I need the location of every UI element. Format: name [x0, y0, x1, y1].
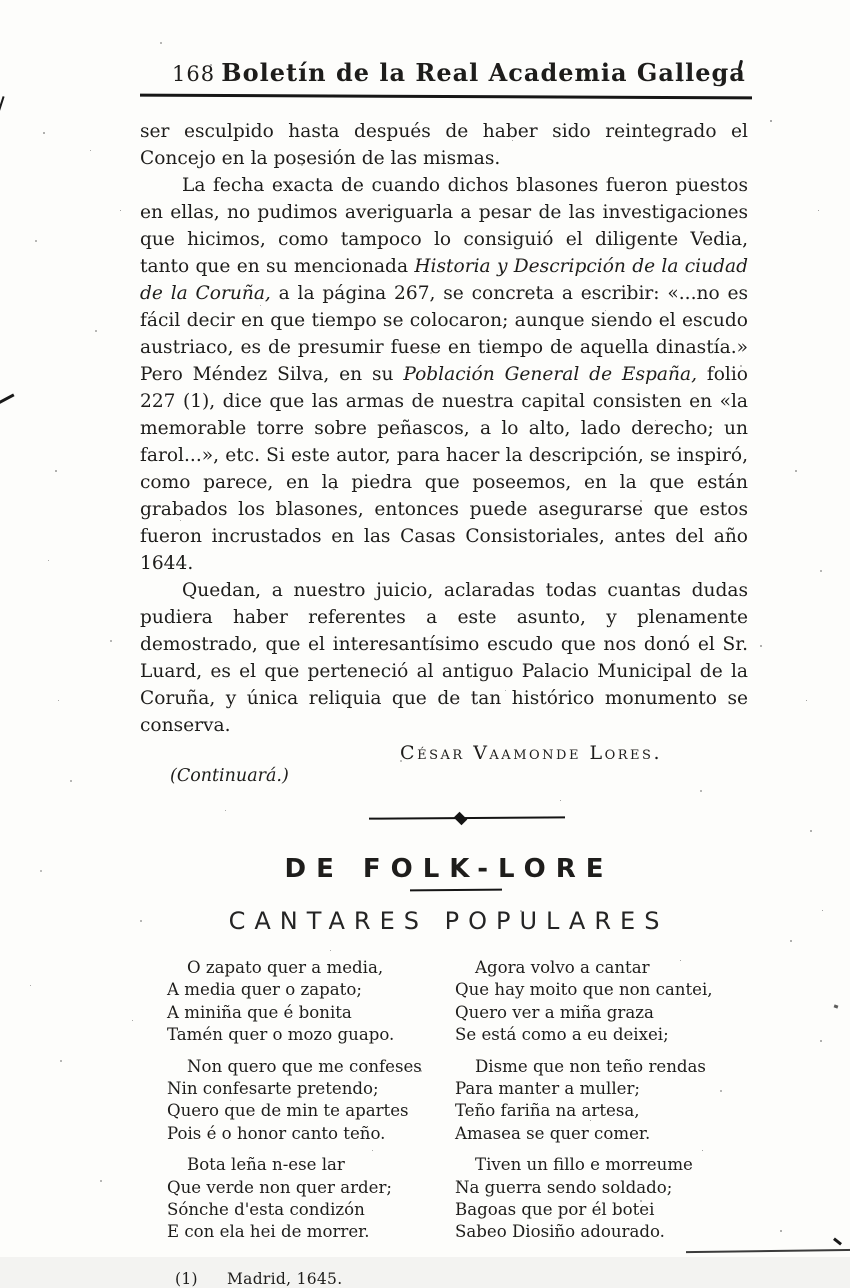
verse-line: Quero ver a miña graza: [455, 1002, 654, 1022]
verse-line: Non quero que me confeses: [187, 1056, 422, 1076]
stanza: [455, 1154, 735, 1244]
footnote: [140, 1270, 748, 1288]
verse-line: O zapato quer a media,: [187, 958, 384, 977]
scan-artifact: [0, 96, 5, 113]
verse-line: Que verde non quer arder;: [167, 1177, 392, 1197]
paragraph: [140, 577, 748, 739]
paragraph-text: folio 227 (1), dice que las armas de nuestra capital consisten en «la memorable torre sobre peñascos, a lo alto, lado derecho; un farol...», etc. Si este autor, para hacer la descripción, se inspiró, como parece, en la piedra que poseemos, en la que están grabados los blasones, entonces puede asegurarse que estos fueron incrustados en las Casas Consistoriales, antes del año 1644.: [140, 364, 748, 574]
stanza: [455, 957, 735, 1047]
verse-line: Sónche d'esta condizón: [167, 1200, 365, 1220]
paragraph: [140, 118, 748, 172]
footnote-text: Madrid, 1645.: [227, 1269, 343, 1288]
scan-noise: [0, 0, 1, 1]
verse-line: Quero que de min te apartes: [167, 1101, 409, 1121]
verse-line: A miniña que é bonita: [167, 1002, 352, 1022]
section-title-underline: [410, 889, 502, 892]
paragraph-text: ser esculpido hasta después de haber sido reintegrado el Concejo en la posesión de las mismas.: [140, 121, 748, 169]
verse-line: Amasea se quer comer.: [455, 1123, 651, 1143]
verse-line: Se está como a eu deixei;: [455, 1025, 669, 1045]
verse-column-left: [167, 957, 435, 1253]
page-number: 168: [172, 62, 216, 86]
scan-artifact: [834, 1004, 839, 1008]
stanza: [167, 957, 435, 1047]
paragraph-text: La fecha exacta de cuando dichos blasones fueron puestos en ellas, no pudimos averiguarla a pesar de las investigaciones que hicimos, como tampoco lo consiguió el diligente Vedia, tanto que en su mencionada: [140, 175, 748, 277]
verse-line: Teño fariña na artesa,: [455, 1101, 640, 1121]
header-rule: [140, 94, 752, 100]
paragraph-text: a la página 267, se concreta a escribir: «...no es fácil decir en que tiempo se colocaron; aunque siendo el escudo austriaco, es de presumir fuese en tiempo de aquella dinastía.» Pero Méndez Silva, en su: [140, 283, 748, 385]
verse-line: Para manter a muller;: [455, 1079, 640, 1099]
page-content: [140, 118, 748, 1288]
subsection-title: CANTARES POPULARES: [228, 907, 669, 935]
verse-line: Disme que non teño rendas: [475, 1056, 706, 1076]
verse-column-right: [455, 957, 735, 1253]
book-title: Historia y Descripción de la ciudad de la Coruña,: [140, 256, 748, 304]
paragraph-text: Quedan, a nuestro juicio, aclaradas todas cuantas dudas pudiera haber referentes a este asunto, y plenamente demostrado, que el interesantísimo escudo que nos donó el Sr. Luard, es el que perteneció al antiguo Palacio Municipal de la Coruña, y única reliquia que de tan histórico monumento se conserva.: [140, 580, 748, 736]
verse-line: Que hay moito que non cantei,: [455, 980, 713, 1000]
verse-line: Nin confesarte pretendo;: [167, 1079, 379, 1099]
verse-columns: [140, 957, 748, 1253]
stanza: [167, 1056, 435, 1146]
verse-line: A media quer o zapato;: [167, 980, 362, 1000]
verse-line: Pois é o honor canto teño.: [167, 1123, 386, 1143]
verse-line: Na guerra sendo soldado;: [455, 1177, 673, 1197]
verse-line: Agora volvo a cantar: [475, 958, 650, 977]
scan-artifact: [833, 1238, 842, 1246]
continuation-note: (Continuará.): [170, 766, 289, 786]
scan-artifact: [0, 393, 15, 405]
section-divider: [369, 812, 565, 824]
author-signature: César Vaamonde Lores.: [400, 742, 662, 764]
section-title: DE FOLK-LORE: [284, 854, 614, 884]
book-title: Población General de España,: [403, 364, 697, 385]
verse-line: Bota leña n-ese lar: [187, 1155, 345, 1175]
verse-line: Sabeo Diosiño adourado.: [455, 1222, 665, 1242]
verse-line: Bagoas que por él botei: [455, 1200, 655, 1220]
stanza: [455, 1056, 735, 1146]
verse-line: E con ela hei de morrer.: [167, 1222, 370, 1242]
verse-line: Tamén quer o mozo guapo.: [167, 1025, 395, 1045]
divider-diamond-icon: [454, 812, 468, 826]
journal-title: Boletín de la Real Academia Gallega: [221, 57, 746, 88]
stanza: [167, 1154, 435, 1244]
footnote-marker: (1): [175, 1269, 198, 1288]
verse-line: Tiven un fillo e morreume: [475, 1155, 693, 1175]
page-header: [140, 58, 752, 98]
paragraph: [140, 172, 748, 577]
